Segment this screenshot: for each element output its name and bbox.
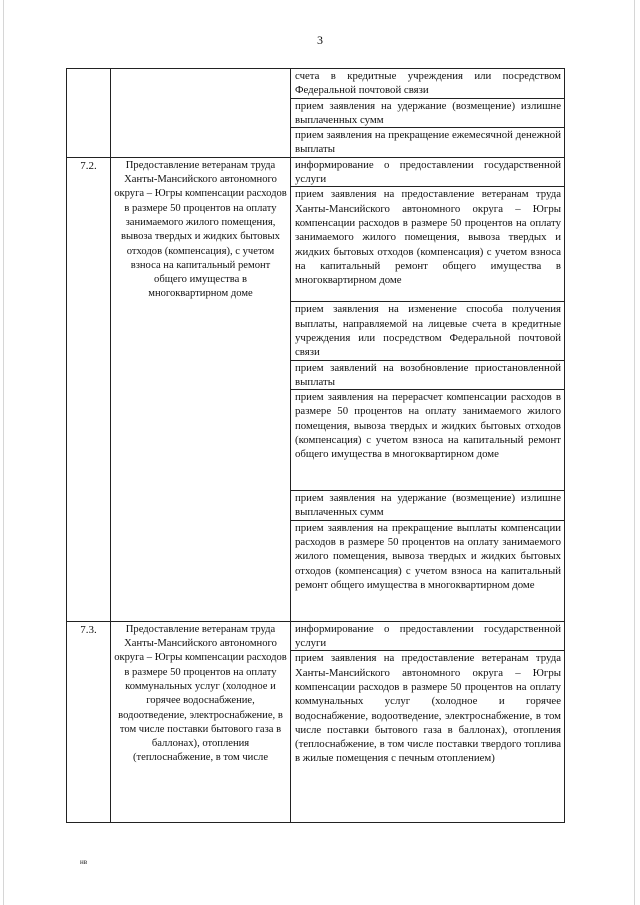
subservice: счета в кредитные учреждения или посредством Федеральной почтовой связи xyxy=(291,69,565,99)
subservice: информирование о предоставлении государственной услуги xyxy=(291,157,565,187)
page-number: 3 xyxy=(317,33,323,47)
service-name: Предоставление ветеранам труда Ханты-Мансийского автономного округа – Югры компенсации расходов в размере 50 процентов на оплату коммунальных услуг (холодное и горячее водоснабжение, водоотведение, электроснабжение, в том числе поставки бытового газа в баллонах), отопления (теплоснабжение, в том числе xyxy=(111,621,291,823)
table-row xyxy=(67,69,565,99)
table-row xyxy=(67,157,565,187)
item-number: 7.3. xyxy=(67,621,111,823)
subservice: прием заявления на предоставление ветеранам труда Ханты-Мансийского автономного округа – Югры компенсации расходов в размере 50 процентов на оплату занимаемого жилого помещения, вывоза твердых и жидких бытовых отходов (компенсация) с учетом взноса на капитальный ремонт общего имущества в многоквартирном доме xyxy=(291,187,565,302)
service-name xyxy=(111,69,291,158)
service-name: Предоставление ветеранам труда Ханты-Мансийского автономного округа – Югры компенсации расходов в размере 50 процентов на оплату занимаемого жилого помещения, вывоза твердых и жидких бытовых отходов (компенсация), с учетом взноса на капитальный ремонт общего имущества в многоквартирном доме xyxy=(111,157,291,621)
services-table xyxy=(66,68,565,823)
subservice: информирование о предоставлении государственной услуги xyxy=(291,621,565,651)
table-row xyxy=(67,621,565,651)
subservice: прием заявления на прекращение выплаты компенсации расходов в размере 50 процентов на оплату занимаемого жилого помещения, вывоза твердых и жидких бытовых отходов (компенсация) с учетом взноса на капитальный ремонт общего имущества в многоквартирном доме xyxy=(291,520,565,621)
subservice: прием заявления на изменение способа получения выплаты, направляемой на лицевые счета в кредитные учреждения или посредством Федеральной почтовой связи xyxy=(291,302,565,360)
subservice: прием заявления на удержание (возмещение) излишне выплаченных сумм xyxy=(291,98,565,128)
subservice: прием заявления на прекращение ежемесячной денежной выплаты xyxy=(291,128,565,158)
subservice: прием заявления на предоставление ветеранам труда Ханты-Мансийского автономного округа – Югры компенсации расходов в размере 50 процентов на оплату коммунальных услуг (холодное и горячее водоснабжение, водоотведение, электроснабжение, в том числе поставки бытового газа в баллонах), отопления (теплоснабжение, в том числе поставки твердого топлива в жилые помещения с печным отоплением) xyxy=(291,651,565,823)
scan-edge-right xyxy=(634,0,635,905)
subservice: прием заявления на удержание (возмещение) излишне выплаченных сумм xyxy=(291,491,565,521)
footer-mark: нв xyxy=(80,858,88,866)
subservice: прием заявления на перерасчет компенсации расходов в размере 50 процентов на оплату занимаемого жилого помещения, вывоза твердых и жидких бытовых отходов (компенсация) с учетом взноса на капитальный ремонт общего имущества в многоквартирном доме xyxy=(291,390,565,491)
subservice: прием заявлений на возобновление приостановленной выплаты xyxy=(291,360,565,390)
item-number: 7.2. xyxy=(67,157,111,621)
scan-edge-left xyxy=(3,0,4,905)
item-number xyxy=(67,69,111,158)
